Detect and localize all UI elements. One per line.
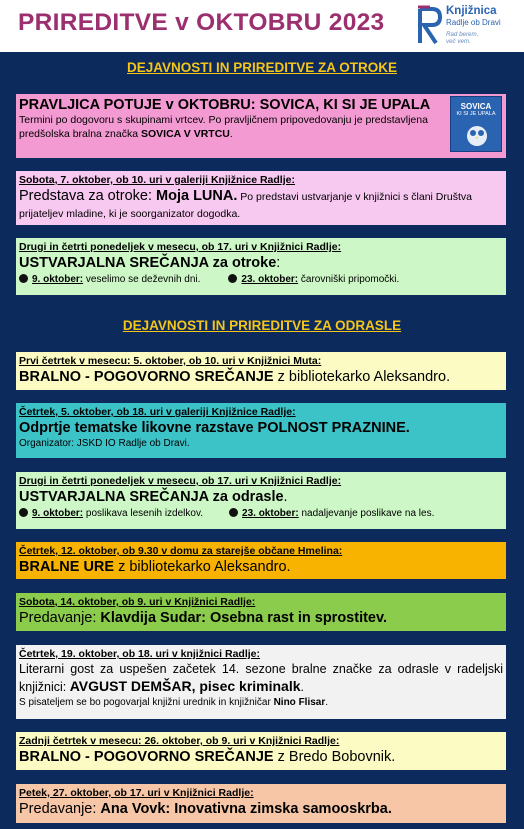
event-text: z bibliotekarko Aleksandro. xyxy=(273,369,451,385)
event-title: PRAVLJICA POTUJE v OKTOBRU: SOVICA, KI SI JE UPALA xyxy=(19,97,431,113)
event-lead: Predavanje: xyxy=(19,801,101,817)
logo-subtitle: Radlje ob Dravi xyxy=(446,18,501,27)
bullet-text: veselimo se deževnih dni. xyxy=(83,274,201,285)
event-note xyxy=(19,696,503,709)
event-text: Po predstavi ustvarjanje v knjižnici s člani Društva prijateljev mladine, ki je soorganizator dogodka. xyxy=(19,191,472,220)
event-title: Odprtje tematske likovne razstave POLNOST PRAZNINE. xyxy=(19,420,410,436)
bullet-icon xyxy=(228,274,237,283)
event-title-line xyxy=(19,254,503,272)
logo-tagline: Rad berem, več vem. xyxy=(446,31,479,45)
event-description xyxy=(19,748,503,766)
bullet-icon xyxy=(19,274,28,283)
event-description xyxy=(19,368,503,386)
event-title: USTVARJALNA SREČANJA za odrasle xyxy=(19,489,284,505)
bullet-date: 9. oktober: xyxy=(32,274,84,285)
event-description xyxy=(19,114,444,141)
event-date: Drugi in četrti ponedeljek v mesecu, ob 17. uri v Knjižnici Radlje: xyxy=(19,241,342,253)
event-text: z bibliotekarko Aleksandro. xyxy=(114,559,291,575)
event-title-line xyxy=(19,488,503,506)
event-title: BRALNO - POGOVORNO SREČANJE xyxy=(19,369,274,385)
event-bullets xyxy=(19,506,503,521)
event-highlight: SOVICA V VRTCU xyxy=(141,127,230,140)
event-description xyxy=(19,800,503,818)
event-description xyxy=(19,609,503,627)
event-sudar xyxy=(16,593,506,631)
section-heading-adults: DEJAVNOSTI IN PRIREDITVE ZA ODRASLE xyxy=(122,318,402,333)
page-title: PRIREDITVE v OKTOBRU 2023 xyxy=(18,9,385,36)
event-date: Prvi četrtek v mesecu: 5. oktober, ob 10. uri v Knjižnici Muta: xyxy=(19,355,322,367)
event-title: USTVARJALNA SREČANJA za otroke xyxy=(19,255,277,271)
event-description xyxy=(19,187,503,222)
event-title: Klavdija Sudar: Osebna rast in sprostitev. xyxy=(100,610,388,626)
event-razstava xyxy=(16,403,506,458)
event-date: Četrtek, 12. oktober, ob 9.30 v domu za starejše občane Hmelina: xyxy=(19,545,343,557)
event-luna xyxy=(16,171,506,225)
event-ustvarjalna-otroci xyxy=(16,238,506,295)
library-logo xyxy=(416,3,521,49)
event-organizer: Organizator: JSKD IO Radlje ob Dravi. xyxy=(19,438,190,449)
library-logo-icon xyxy=(416,5,444,47)
event-muta xyxy=(16,352,506,390)
event-date: Četrtek, 5. oktober, ob 18. uri v galeriji Knjižnice Radlje: xyxy=(19,406,296,418)
bullet-icon xyxy=(19,508,28,517)
event-text: Literarni gost za uspešen začetek 14. sezone bralne značke za odrasle v radeljski knjižnici: xyxy=(19,662,503,694)
bullet-date: 9. oktober: xyxy=(32,508,84,519)
event-text: Termini po dogovoru s skupinami vrtcev. Po pravljičnem pripovedovanju je predstavljena predšolska bralna značka xyxy=(19,114,428,140)
event-demsar xyxy=(16,645,506,719)
event-lead: Predstava za otroke: xyxy=(19,188,157,204)
event-sovica xyxy=(16,94,506,158)
event-lead: Predavanje: xyxy=(19,610,101,626)
bullet-text: čarovniški pripomočki. xyxy=(298,274,400,285)
event-ustvarjalna-odrasli xyxy=(16,472,506,529)
note-text: S pisateljem se bo pogovarjal knjižni urednik in knjižničar xyxy=(19,697,274,708)
bullet-text: nadaljevanje poslikave na les. xyxy=(298,508,435,519)
event-title: BRALNE URE xyxy=(19,559,115,575)
event-vovk xyxy=(16,784,506,823)
event-title: BRALNO - POGOVORNO SREČANJE xyxy=(19,749,274,765)
event-date: Drugi in četrti ponedeljek v mesecu, ob 17. uri v Knjižnici Radlje: xyxy=(19,475,342,487)
event-description xyxy=(19,661,503,696)
event-title-end: . xyxy=(283,489,288,505)
event-text-end: . xyxy=(229,127,233,140)
event-title: Moja LUNA. xyxy=(156,188,238,204)
note-end: . xyxy=(325,697,329,708)
event-text-end: . xyxy=(300,680,305,694)
bullet-text: poslikava lesenih izdelkov. xyxy=(83,508,204,519)
event-date: Sobota, 7. oktober, ob 10. uri v galeriji Knjižnice Radlje: xyxy=(19,174,295,186)
event-text: z Bredo Bobovnik. xyxy=(273,749,396,765)
event-date: Sobota, 14. oktober, ob 9. uri v Knjižnici Radlje: xyxy=(19,596,256,608)
owl-icon xyxy=(465,121,489,147)
note-name: Nino Flisar xyxy=(273,697,326,708)
bullet-date: 23. oktober: xyxy=(242,508,299,519)
section-heading-children: DEJAVNOSTI IN PRIREDITVE ZA OTROKE xyxy=(126,60,398,75)
event-title: AVGUST DEMŠAR, pisec kriminalk xyxy=(69,678,301,694)
book-cover-subtitle: KI SI JE UPALA xyxy=(456,111,496,117)
event-date: Zadnji četrtek v mesecu: 26. oktober, ob 9. uri v Knjižnici Radlje: xyxy=(19,735,340,747)
event-description xyxy=(19,558,503,576)
bullet-date: 23. oktober: xyxy=(241,274,299,285)
event-date: Petek, 27. oktober, ob 17. uri v Knjižnici Radlje: xyxy=(19,787,254,799)
book-cover-title: SOVICA xyxy=(460,102,492,111)
event-bobovnik xyxy=(16,732,506,770)
bullet-icon xyxy=(229,508,238,517)
event-title: Ana Vovk: Inovativna zimska samooskrba. xyxy=(100,801,392,817)
event-bullets xyxy=(19,272,503,287)
header-banner xyxy=(0,0,524,52)
event-title-end: : xyxy=(276,255,281,271)
logo-name: Knjižnica xyxy=(446,5,497,17)
book-cover-image xyxy=(450,96,502,152)
event-date: Četrtek, 19. oktober, ob 18. uri v knjižnici Radlje: xyxy=(19,648,260,660)
event-hmelina xyxy=(16,542,506,579)
